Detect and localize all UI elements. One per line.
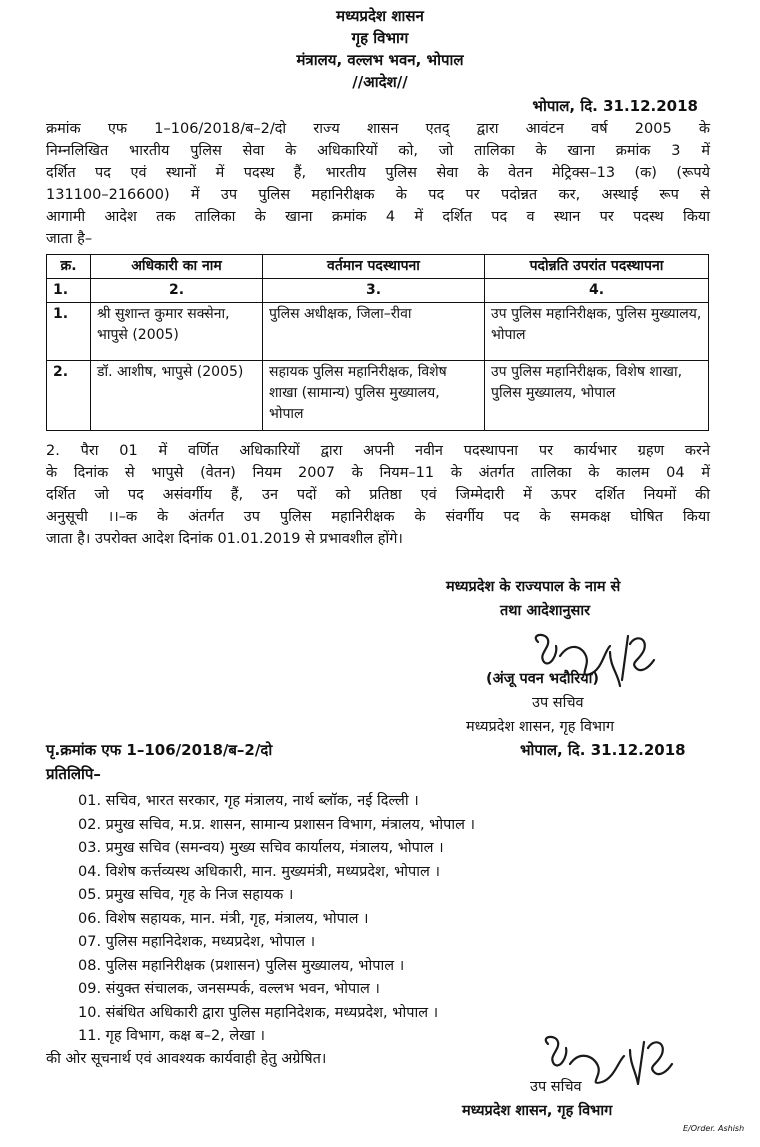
by-order-line: तथा आदेशानुसार — [500, 603, 591, 619]
header-state: मध्यप्रदेश शासन — [336, 7, 424, 25]
signatory-designation: उप सचिव — [532, 695, 584, 711]
intro-line: दर्शित पद एवं स्थानों में पदस्थ हैं, भारतीय पुलिस सेवा के वेतन मेट्रिक्स–13 (क) (रूपये — [46, 165, 710, 181]
table-cell-officer: श्री सुशान्त कुमार सक्सेना, भापुसे (2005) — [91, 303, 263, 361]
intro-paragraph — [46, 118, 710, 250]
intro-line: निम्नलिखित भारतीय पुलिस सेवा के अधिकारियों को, जो तालिका के खाना क्रमांक 3 में — [46, 143, 710, 159]
table-number-row — [47, 279, 709, 303]
signatory2-department: मध्यप्रदेश शासन, गृह विभाग — [462, 1103, 613, 1119]
footer-note: E/Order. Ashish — [683, 1124, 745, 1133]
table-row — [47, 303, 709, 361]
header-order-title: //आदेश// — [352, 73, 408, 91]
intro-line: 131100–216600) में उप पुलिस महानिरीक्षक के पद पर पदोन्नत कर, अस्थाई रूप से — [46, 187, 710, 203]
column-number: 3. — [263, 279, 485, 303]
list-item: 02. प्रमुख सचिव, म.प्र. शासन, सामान्य प्रशासन विभाग, मंत्रालय, भोपाल । — [78, 816, 476, 833]
governor-name-line: मध्यप्रदेश के राज्यपाल के नाम से — [446, 579, 621, 595]
list-item: 08. पुलिस महानिरीक्षक (प्रशासन) पुलिस मुख्यालय, भोपाल । — [78, 957, 405, 974]
table-cell-new-posting: उप पुलिस महानिरीक्षक, विशेष शाखा, पुलिस मुख्यालय, भोपाल — [485, 361, 709, 431]
officers-table — [46, 254, 709, 431]
copy-list — [78, 790, 475, 1049]
list-item: 04. विशेष कर्त्तव्यस्थ अधिकारी, मान. मुख्यमंत्री, मध्यप्रदेश, भोपाल । — [78, 863, 440, 880]
list-item: 06. विशेष सहायक, मान. मंत्री, गृह, मंत्रालय, भोपाल । — [78, 910, 369, 927]
table-cell-current-posting: पुलिस अधीक्षक, जिला–रीवा — [263, 303, 485, 361]
signatory-department: मध्यप्रदेश शासन, गृह विभाग — [466, 719, 615, 735]
intro-line: जाता है– — [46, 231, 93, 247]
table-cell-serial: 2. — [47, 361, 91, 431]
table-row — [47, 361, 709, 431]
header-address: मंत्रालय, वल्लभ भवन, भोपाल — [296, 51, 464, 69]
list-item: 01. सचिव, भारत सरकार, गृह मंत्रालय, नार्थ ब्लॉक, नई दिल्ली । — [78, 793, 419, 809]
para2-line: अनुसूची ।।–क के अंतर्गत उप पुलिस महानिरीक्षक के संवर्गीय पद के समकक्ष घोषित किया — [46, 509, 710, 525]
table-cell-officer: डॉ. आशीष, भापुसे (2005) — [91, 361, 263, 431]
list-item: 03. प्रमुख सचिव (समन्वय) मुख्य सचिव कार्यालय, मंत्रालय, भोपाल । — [78, 840, 444, 856]
header-current-posting: वर्तमान पदस्थापना — [263, 255, 485, 279]
endorsement-date: भोपाल, दि. 31.12.2018 — [520, 741, 686, 759]
header-department: गृह विभाग — [351, 29, 409, 47]
list-item: 05. प्रमुख सचिव, गृह के निज सहायक । — [78, 887, 294, 903]
closing-line: की ओर सूचनार्थ एवं आवश्यक कार्यवाही हेतु अग्रेषित। — [46, 1051, 327, 1067]
column-number: 1. — [47, 279, 91, 303]
list-item: 07. पुलिस महानिदेशक, मध्यप्रदेश, भोपाल । — [78, 934, 316, 950]
paragraph-2 — [46, 440, 710, 550]
intro-line: आगामी आदेश तक तालिका के खाना क्रमांक 4 में दर्शित पद व स्थान पर पदस्थ किया — [46, 209, 710, 225]
copy-label: प्रतिलिपि– — [46, 765, 101, 783]
table-cell-new-posting: उप पुलिस महानिरीक्षक, पुलिस मुख्यालय, भोपाल — [485, 303, 709, 361]
list-item: 11. गृह विभाग, कक्ष ब–2, लेखा । — [78, 1028, 265, 1044]
order-date: भोपाल, दि. 31.12.2018 — [532, 97, 698, 115]
column-number: 4. — [485, 279, 709, 303]
column-number: 2. — [91, 279, 263, 303]
intro-line: क्रमांक एफ 1–106/2018/ब–2/दो राज्य शासन एतद् द्वारा आवंटन वर्ष 2005 के — [46, 121, 710, 137]
signatory2-designation: उप सचिव — [530, 1079, 582, 1095]
para2-line: 2. पैरा 01 में वर्णित अधिकारियों द्वारा अपनी नवीन पदस्थापना पर कार्यभार ग्रहण करने — [46, 443, 710, 459]
list-item: 09. संयुक्त संचालक, जनसम्पर्क, वल्लभ भवन, भोपाल । — [78, 981, 380, 997]
endorsement-number: पृ.क्रमांक एफ 1–106/2018/ब–2/दो — [46, 741, 273, 759]
list-item: 10. संबंधित अधिकारी द्वारा पुलिस महानिदेशक, मध्यप्रदेश, भोपाल । — [78, 1004, 439, 1021]
header-officer-name: अधिकारी का नाम — [91, 255, 263, 279]
table-cell-current-posting: सहायक पुलिस महानिरीक्षक, विशेष शाखा (सामान्य) पुलिस मुख्यालय, भोपाल — [263, 361, 485, 431]
para2-line: के दिनांक से भापुसे (वेतन) नियम 2007 के नियम–11 के अंतर्गत तालिका के कालम 04 में — [46, 465, 710, 481]
para2-line: जाता है। उपरोक्त आदेश दिनांक 01.01.2019 से प्रभावशील होंगे। — [46, 531, 403, 547]
para2-line: दर्शित जो पद असंवर्गीय हैं, उन पदों को प्रतिष्ठा एवं जिम्मेदारी में ऊपर दर्शित नियमों की — [46, 487, 710, 503]
signatory-name: (अंजू पवन भदौरिया) — [486, 671, 600, 687]
header-serial: क्र. — [47, 255, 91, 279]
table-cell-serial: 1. — [47, 303, 91, 361]
header-new-posting: पदोन्नति उपरांत पदस्थापना — [485, 255, 709, 279]
table-header-row — [47, 255, 709, 279]
